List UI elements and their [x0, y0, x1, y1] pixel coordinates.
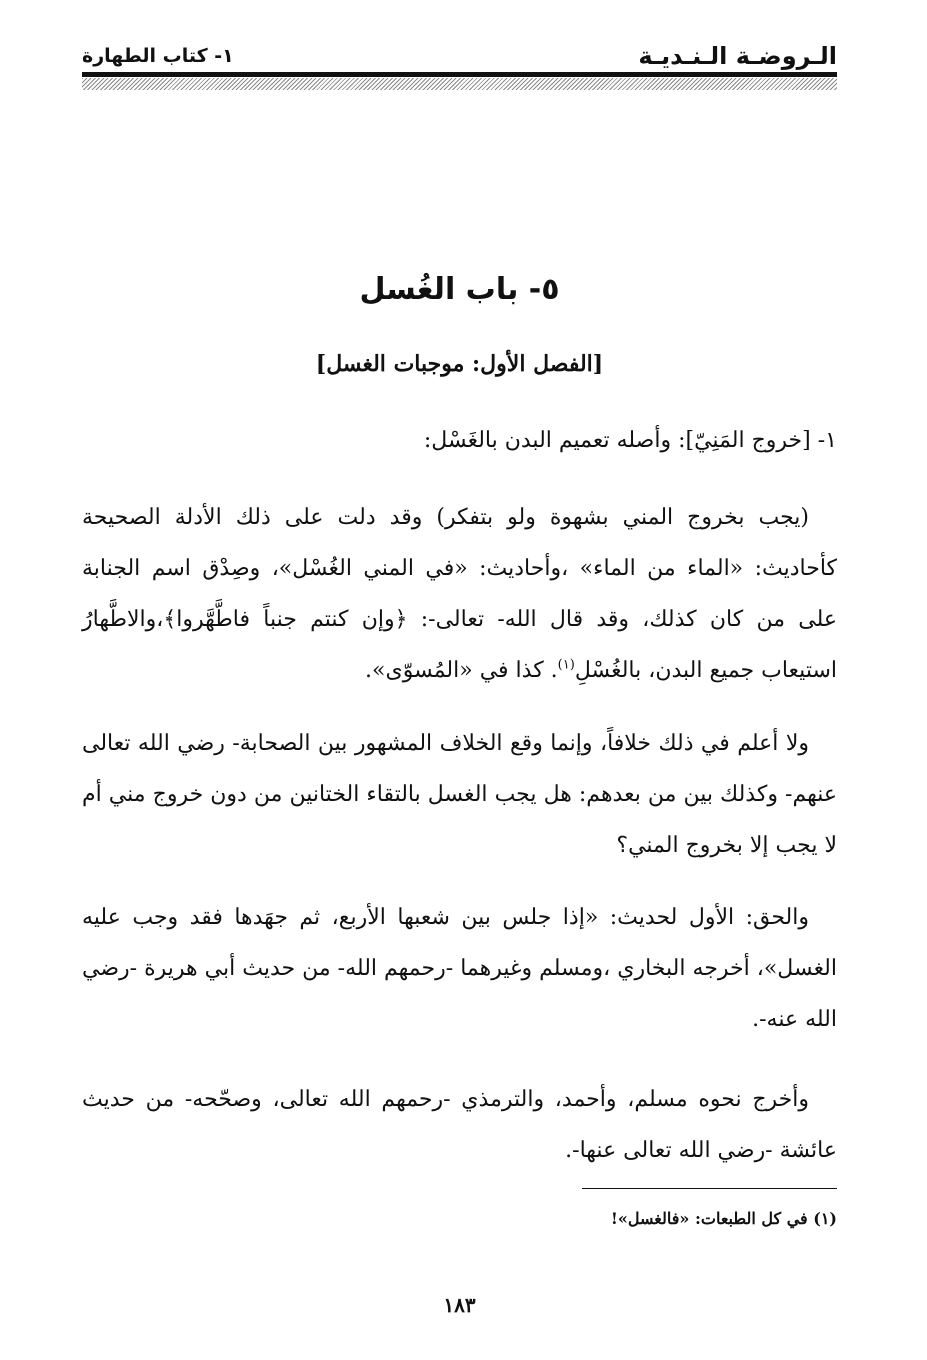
body-paragraph-1 — [82, 492, 837, 696]
footnote: (١) في كل الطبعات: «فالغسل»! — [610, 1209, 837, 1228]
page-number: ١٨٣ — [443, 1293, 476, 1317]
paragraph-4-text: وأخرج نحوه مسلم، وأحمد، والترمذي -رحمهم الله تعالى، وصحّحه- من حديث عائشة -رضي الله تعالى عنها-. — [82, 1087, 837, 1163]
body-paragraph-4 — [82, 1074, 837, 1176]
footnote-reference: (١) — [557, 657, 575, 673]
paragraph-2-text: ولا أعلم في ذلك خلافاً، وإنما وقع الخلاف المشهور بين الصحابة- رضي الله تعالى عنهم- وكذلك بين من بعدهم: هل يجب الغسل بالتقاء الختانين من دون خروج مني أم لا يجب إلا بخروج المني؟ — [82, 731, 837, 858]
header-rule-hatch — [82, 78, 837, 90]
running-header-section: ١- كتاب الطهارة — [82, 45, 234, 67]
chapter-title: ٥- باب الغُسل — [359, 272, 560, 307]
running-header-book-title: الـروضـة الـنـديـة — [638, 42, 837, 70]
footnote-rule — [582, 1188, 837, 1189]
paragraph-1-text: (يجب بخروج المني بشهوة ولو بتفكر) وقد دلت على ذلك الأدلة الصحيحة كأحاديث: «الماء من الماء» ،وأحاديث: «في المني الغُسْل»، وصِدْق اسم الجنابة على من كان كذلك، وقد قال الله- تعالى-: ﴿وإن كنتم جنباً فاطَّهَّروا﴾،والاطَّهارُ استيعاب جميع البدن، بالغُسْلِ — [82, 505, 837, 683]
running-header — [82, 40, 837, 72]
body-paragraph-2 — [82, 718, 837, 871]
body-paragraph-3 — [82, 892, 837, 1045]
header-rule — [82, 72, 837, 77]
item-heading: ١- [خروج المَنِيّ]: وأصله تعميم البدن بالغَسْل: — [423, 428, 837, 453]
paragraph-1-tail: . كذا في «المُسوّى». — [365, 658, 558, 683]
paragraph-3-text: والحق: الأول لحديث: «إذا جلس بين شعبها الأربع، ثم جهَدها فقد وجب عليه الغسل»، أخرجه البخاري ،ومسلم وغيرهما -رحمهم الله- من حديث أبي هريرة -رضي الله عنه-. — [82, 905, 837, 1032]
section-heading: [الفصل الأول: موجبات الغسل] — [315, 351, 604, 377]
